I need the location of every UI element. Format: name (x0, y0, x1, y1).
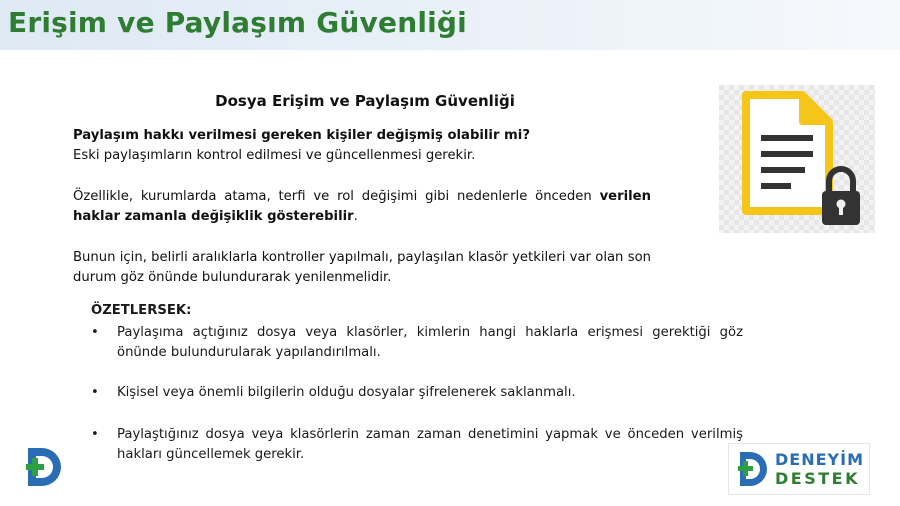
paragraph-3: Bunun için, belirli aralıklarla kontroller yapılmalı, paylaşılan klasör yetkileri var olan son durum göz önünde bulundurarak yenilenmelidir. (73, 250, 651, 285)
brand-word-destek: DESTEK (775, 469, 860, 488)
locked-document-icon (719, 85, 875, 233)
paragraph-2-bold: verilen haklar zamanla değişiklik gösterebilir (73, 189, 651, 224)
d-logo-mark (24, 444, 66, 490)
brand-logo (728, 443, 870, 495)
bullet-text: Paylaşıma açtığınız dosya veya klasörler, kimlerin hangi haklarla erişmesi gerektiği göz önünde bulundurularak yapılandırılmalı. (117, 325, 743, 360)
page-title: Erişim ve Paylaşım Güvenliği (8, 6, 467, 39)
paragraph-1 (73, 126, 651, 166)
bullet-text: Paylaştığınız dosya veya klasörlerin zaman zaman denetimini yapmak ve önceden verilmiş hakları güncellemek gerekir. (117, 427, 743, 462)
bullet-text: Kişisel veya önemli bilgilerin olduğu dosyalar şifrelenerek saklanmalı. (117, 385, 576, 400)
summary-title: ÖZETLERSEK: (91, 303, 192, 318)
bullet-marker: • (91, 385, 99, 400)
brand-word-deneyim: DENEYİM (775, 450, 864, 469)
paragraph-1-text: Eski paylaşımların kontrol edilmesi ve güncellenmesi gerekir. (73, 148, 476, 163)
title-bar (0, 0, 900, 50)
locked-document-svg (719, 85, 875, 233)
section-subtitle: Dosya Erişim ve Paylaşım Güvenliği (215, 92, 515, 110)
brand-logo-mark (737, 449, 769, 489)
bullet-marker: • (91, 427, 99, 442)
paragraph-2-end: . (353, 209, 358, 224)
paragraph-1-question: Paylaşım hakkı verilmesi gereken kişiler değişmiş olabilir mi? (73, 128, 530, 143)
paragraph-2 (73, 187, 651, 227)
paragraph-2-text: Özellikle, kurumlarda atama, terfi ve rol değişimi gibi nedenlerle önceden (73, 189, 600, 204)
d-logo-mark-svg (24, 444, 66, 490)
bullet-marker: • (91, 325, 99, 340)
